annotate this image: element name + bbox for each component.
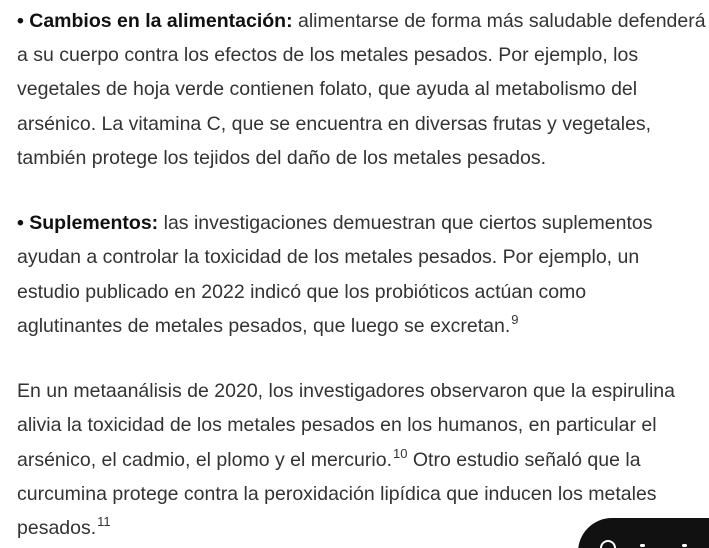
section1-heading: Cambios en la alimentación: [29, 10, 293, 32]
section1-line-2: a su cuerpo contra los efectos de los metales pesados. Por ejemplo, los [17, 44, 639, 66]
footnote-ref-11[interactable]: 11 [97, 514, 111, 529]
paragraph3-text-3b: Otro estudio señaló que la [407, 449, 641, 471]
paragraph3-line-4: curcumina protege contra la peroxidación lipídica que inducen los metales [17, 483, 657, 505]
floating-action-button[interactable] [578, 518, 709, 548]
section2-text-4: aglutinantes de metales pesados, que luego se excretan. [17, 315, 511, 337]
footnote-ref-10[interactable]: 10 [393, 446, 408, 461]
section1-line-5: también protege los tejidos del daño de los metales pesados. [17, 147, 547, 169]
section1-line-3: vegetales de hoja verde contienen folato, que ayuda al metabolismo del [17, 78, 638, 100]
section2-line-2: ayudan a controlar la toxicidad de los metales pesados. Por ejemplo, un [17, 246, 640, 268]
section2-line-3: estudio publicado en 2022 indicó que los probióticos actúan como [17, 281, 587, 303]
footnote-ref-9[interactable]: 9 [511, 312, 519, 327]
search-icon [600, 540, 616, 548]
section2-heading: Suplementos: [29, 212, 159, 234]
paragraph3-line-1: En un metaanálisis de 2020, los investigadores observaron que la espirulina [17, 380, 675, 402]
bullet-icon: • [17, 212, 24, 234]
paragraph3-line-5 [17, 511, 111, 545]
paragraph3-text-5: pesados. [17, 517, 97, 539]
section1-text-1: alimentarse de forma más saludable defenderá [292, 10, 706, 32]
paragraph3-line-3 [17, 443, 641, 477]
dot-icon [640, 544, 645, 547]
section2-line-1 [17, 206, 652, 240]
section1-line-4: arsénico. La vitamina C, que se encuentra en diversas frutas y vegetales, [17, 113, 652, 135]
section2-text-1: las investigaciones demuestran que ciertos suplementos [158, 212, 653, 234]
section2-line-4 [17, 309, 519, 343]
bullet-icon: • [17, 10, 24, 32]
section1-line-1 [17, 4, 706, 38]
dot-icon [682, 544, 687, 547]
paragraph3-text-3a: arsénico, el cadmio, el plomo y el mercurio. [17, 449, 392, 471]
paragraph3-line-2: alivia la toxicidad de los metales pesados en los humanos, en particular el [17, 414, 657, 436]
